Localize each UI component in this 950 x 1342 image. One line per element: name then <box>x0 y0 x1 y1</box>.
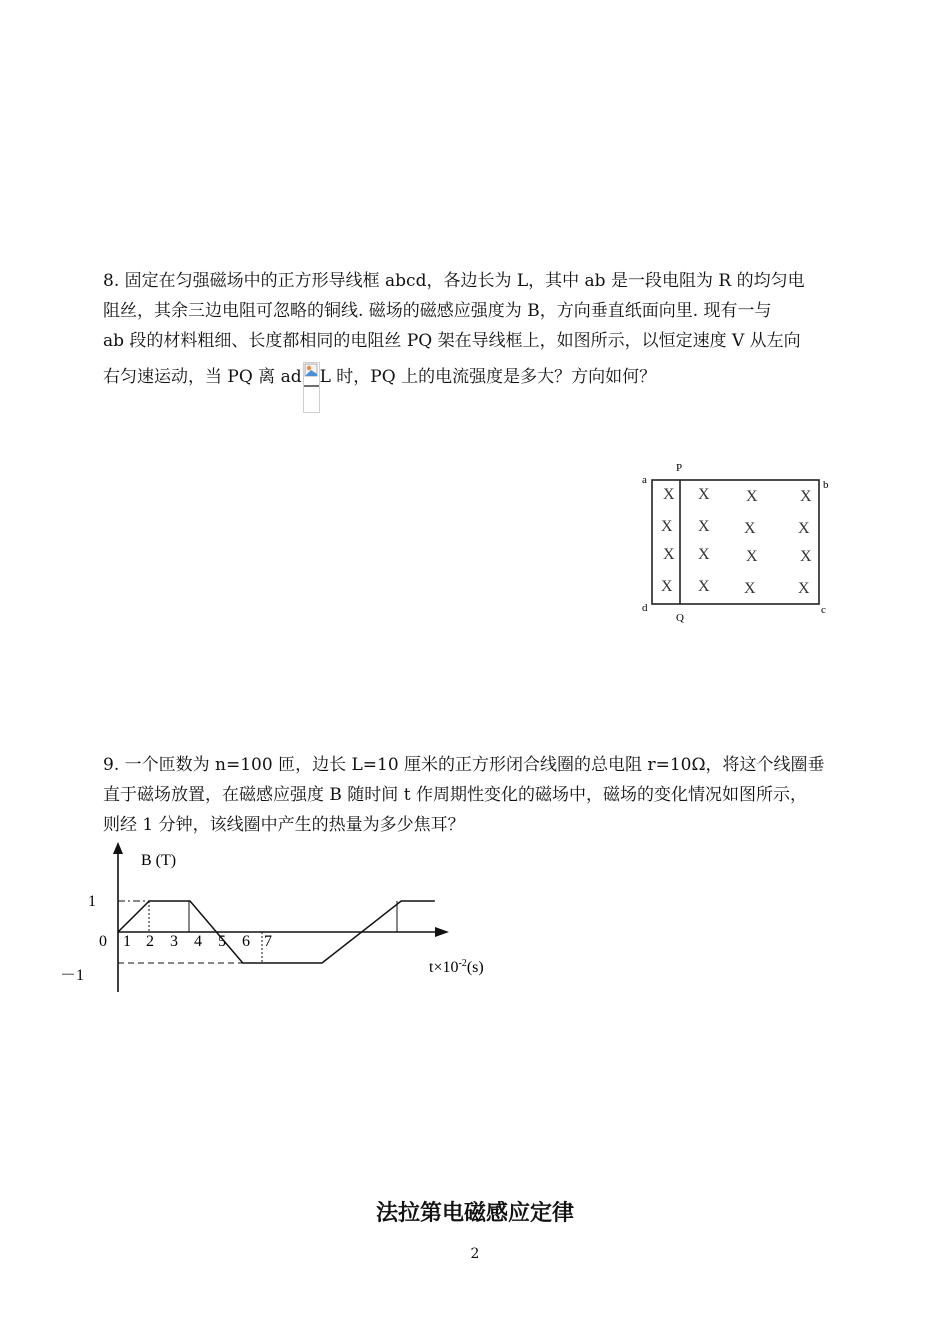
field-x-mark: X <box>661 518 673 535</box>
q9-line-2: 直于磁场放置，在磁感应强度 B 随时间 t 作周期性变化的磁场中，磁场的变化情况如图所示， <box>103 785 807 805</box>
field-x-mark: X <box>746 488 758 505</box>
y-axis-label: B (T) <box>141 852 177 869</box>
field-x-mark: X <box>800 548 812 565</box>
field-x-mark: X <box>744 520 756 537</box>
q8-line-4 <box>103 362 855 412</box>
x-tick-label: 4 <box>194 933 202 950</box>
x-tick-labels <box>123 933 272 950</box>
broken-image-icon <box>303 362 319 412</box>
corner-label-d: d <box>642 602 648 614</box>
field-x-mark: X <box>744 580 756 597</box>
b-t-graph <box>55 838 515 998</box>
field-x-mark: X <box>798 580 810 597</box>
field-x-mark: X <box>798 520 810 537</box>
field-x-mark: X <box>698 518 710 535</box>
x-axis-label: $t\times 10^{-2}(s)$ <box>429 958 484 976</box>
question-9 <box>103 750 855 840</box>
corner-label-b: b <box>823 479 829 491</box>
x-tick-label: 6 <box>242 933 250 950</box>
field-x-mark: X <box>661 578 673 595</box>
wire-label-q: Q <box>676 612 684 624</box>
x-axis-arrow <box>435 927 449 937</box>
y-axis-arrow <box>113 842 123 854</box>
q8-line-3: ab 段的材料粗细、长度都相同的电阻丝 PQ 架在导线框上，如图所示，以恒定速度 V 从左向 <box>103 331 801 351</box>
q8-line-2: 阻丝，其余三边电阻可忽略的铜线. 磁场的磁感应强度为 B，方向垂直纸面向里. 现有一与 <box>103 301 772 321</box>
x-tick-label: 5 <box>218 933 226 950</box>
y-tick-minus-one: －1 <box>60 967 85 984</box>
page-number: 2 <box>470 1246 480 1262</box>
field-x-mark: X <box>663 486 675 503</box>
field-x-mark: X <box>746 548 758 565</box>
field-x-mark: X <box>698 578 710 595</box>
x-tick-label: 3 <box>170 933 178 950</box>
q8-line-1: 8. 固定在匀强磁场中的正方形导线框 abcd，各边长为 L，其中 ab 是一段电阻为 R 的均匀电 <box>103 271 805 291</box>
origin-label: 0 <box>99 933 107 950</box>
wire-label-p: P <box>676 462 683 474</box>
magnetic-field-marks <box>661 486 812 597</box>
corner-label-c: c <box>821 604 826 616</box>
q9-line-3: 则经 1 分钟，该线圈中产生的热量为多少焦耳？ <box>103 815 465 835</box>
field-x-mark: X <box>698 486 710 503</box>
conducting-frame <box>652 480 819 604</box>
question-8 <box>103 266 855 412</box>
x-tick-label: 1 <box>123 933 131 950</box>
x-tick-label: 7 <box>264 933 272 950</box>
q9-line-1: 9. 一个匝数为 n=100 匝，边长 L=10 厘米的正方形闭合线圈的总电阻 r=10Ω，将这个线圈垂 <box>103 755 825 775</box>
corner-label-a: a <box>642 474 647 486</box>
field-x-mark: X <box>800 488 812 505</box>
y-tick-plus-one: 1 <box>88 893 96 910</box>
loop-frame-figure <box>636 455 836 625</box>
x-tick-label: 2 <box>146 933 154 950</box>
field-x-mark: X <box>698 546 710 563</box>
q8-line-4-start: 右匀速运动，当 PQ 离 ad <box>103 367 302 387</box>
field-x-mark: X <box>663 546 675 563</box>
q8-line-4-end: L 时，PQ 上的电流强度是多大？方向如何？ <box>319 367 657 387</box>
section-title: 法拉第电磁感应定律 <box>375 1201 574 1226</box>
